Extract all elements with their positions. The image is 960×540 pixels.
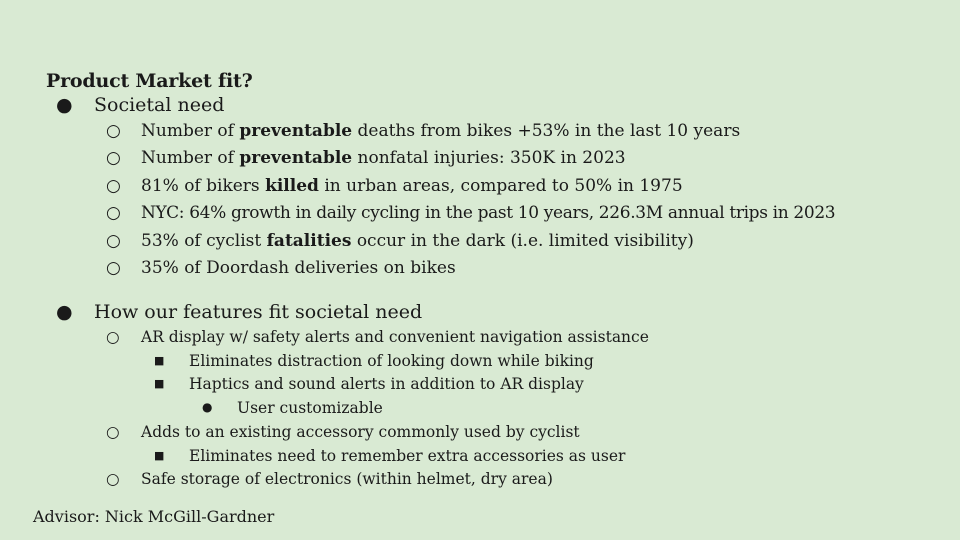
circle-bullet-icon: ○ bbox=[106, 176, 121, 196]
item-text: Haptics and sound alerts in addition to AR display bbox=[189, 375, 584, 393]
item-text: Eliminates distraction of looking down while biking bbox=[189, 352, 594, 370]
item-text: Number of preventable deaths from bikes +53% in the last 10 years bbox=[141, 121, 741, 141]
circle-bullet-icon: ○ bbox=[106, 423, 120, 441]
bullet-icon: ● bbox=[56, 301, 73, 323]
circle-bullet-icon: ○ bbox=[106, 258, 121, 278]
item-text: Number of preventable nonfatal injuries: 350K in 2023 bbox=[141, 148, 626, 168]
slide-title: Product Market fit? bbox=[46, 70, 253, 92]
square-bullet-icon: ■ bbox=[154, 449, 165, 462]
bullet-icon: ● bbox=[202, 400, 213, 414]
circle-bullet-icon: ○ bbox=[106, 328, 120, 346]
square-bullet-icon: ■ bbox=[154, 377, 165, 390]
advisor-footer: Advisor: Nick McGill-Gardner bbox=[33, 507, 275, 526]
bullet-icon: ● bbox=[56, 94, 73, 116]
section-label: How our features fit societal need bbox=[94, 301, 423, 323]
circle-bullet-icon: ○ bbox=[106, 231, 121, 251]
item-text: Adds to an existing accessory commonly used by cyclist bbox=[141, 423, 580, 441]
circle-bullet-icon: ○ bbox=[106, 470, 120, 488]
section-label: Societal need bbox=[94, 94, 225, 116]
circle-bullet-icon: ○ bbox=[106, 121, 121, 141]
item-text: AR display w/ safety alerts and convenient navigation assistance bbox=[141, 328, 649, 346]
item-text: Eliminates need to remember extra accessories as user bbox=[189, 447, 626, 465]
item-text: User customizable bbox=[237, 399, 383, 417]
item-text: NYC: 64% growth in daily cycling in the past 10 years, 226.3M annual trips in 2023 bbox=[141, 203, 836, 223]
circle-bullet-icon: ○ bbox=[106, 148, 121, 168]
item-text: Safe storage of electronics (within helmet, dry area) bbox=[141, 470, 553, 488]
circle-bullet-icon: ○ bbox=[106, 203, 121, 223]
item-text: 53% of cyclist fatalities occur in the dark (i.e. limited visibility) bbox=[141, 231, 694, 251]
item-text: 35% of Doordash deliveries on bikes bbox=[141, 258, 456, 278]
square-bullet-icon: ■ bbox=[154, 354, 165, 367]
item-text: 81% of bikers killed in urban areas, compared to 50% in 1975 bbox=[141, 176, 683, 196]
